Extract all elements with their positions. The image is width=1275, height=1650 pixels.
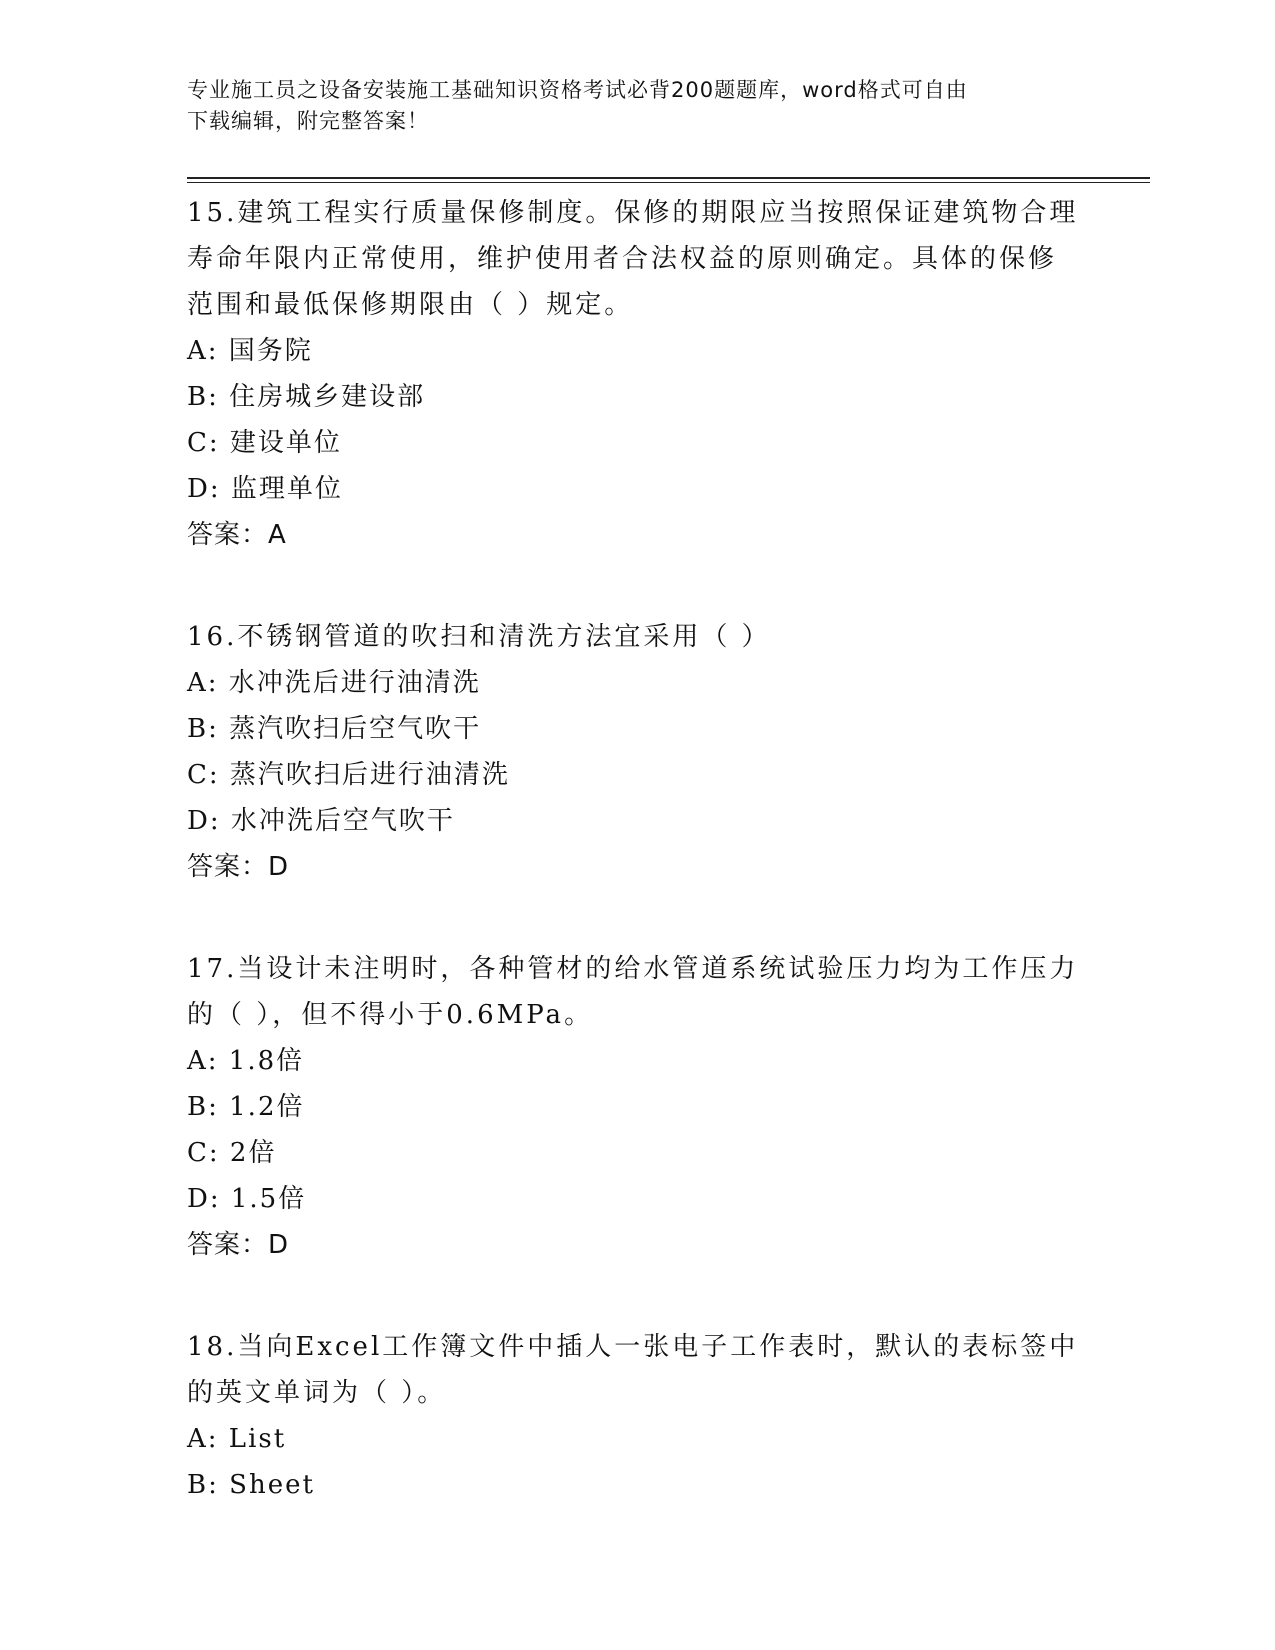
answer-line: 答案：D xyxy=(187,852,290,882)
question-stem xyxy=(187,946,1087,1038)
header-line-2: 下载编辑，附完整答案！ xyxy=(187,109,429,133)
header-rule-thick xyxy=(187,177,1150,179)
question-18 xyxy=(187,1324,1087,1508)
document-header xyxy=(187,75,1087,137)
option-a: A: 国务院 xyxy=(187,336,313,366)
question-stem xyxy=(187,614,1087,660)
stem-line: 18.当向Excel工作簿文件中插人一张电子工作表时，默认的表标签中 xyxy=(187,1332,1079,1362)
question-list xyxy=(187,190,1087,1564)
option-d: D: 水冲洗后空气吹干 xyxy=(187,806,455,836)
option-c: C: 2倍 xyxy=(187,1138,277,1168)
stem-line: 范围和最低保修期限由（ ）规定。 xyxy=(187,290,634,320)
question-15 xyxy=(187,190,1087,558)
question-stem xyxy=(187,1324,1087,1416)
stem-line: 17.当设计未注明时，各种管材的给水管道系统试验压力均为工作压力 xyxy=(187,954,1079,984)
option-b: B: 蒸汽吹扫后空气吹干 xyxy=(187,714,482,744)
option-b: B: 1.2倍 xyxy=(187,1092,305,1122)
option-c: C: 蒸汽吹扫后进行油清洗 xyxy=(187,760,510,790)
option-d: D: 1.5倍 xyxy=(187,1184,307,1214)
stem-line: 寿命年限内正常使用，维护使用者合法权益的原则确定。具体的保修 xyxy=(187,244,1058,274)
question-stem xyxy=(187,190,1087,328)
header-rule-thin xyxy=(187,182,1150,183)
answer-line: 答案：A xyxy=(187,520,287,550)
answer-line: 答案：D xyxy=(187,1230,290,1260)
stem-line: 的英文单词为（ ）。 xyxy=(187,1378,447,1408)
stem-line: 的（ ），但不得小于0.6MPa。 xyxy=(187,1000,594,1030)
header-line-1: 专业施工员之设备安装施工基础知识资格考试必背200题题库，word格式可自由 xyxy=(187,78,968,102)
option-d: D: 监理单位 xyxy=(187,474,343,504)
option-a: A: 1.8倍 xyxy=(187,1046,305,1076)
option-c: C: 建设单位 xyxy=(187,428,342,458)
question-17 xyxy=(187,946,1087,1268)
question-16 xyxy=(187,614,1087,890)
option-b: B: Sheet xyxy=(187,1470,315,1500)
stem-line: 16.不锈钢管道的吹扫和清洗方法宜采用（ ） xyxy=(187,622,771,652)
option-b: B: 住房城乡建设部 xyxy=(187,382,426,412)
option-a: A: 水冲洗后进行油清洗 xyxy=(187,668,481,698)
stem-line: 15.建筑工程实行质量保修制度。保修的期限应当按照保证建筑物合理 xyxy=(187,198,1079,228)
option-a: A: List xyxy=(187,1424,287,1454)
